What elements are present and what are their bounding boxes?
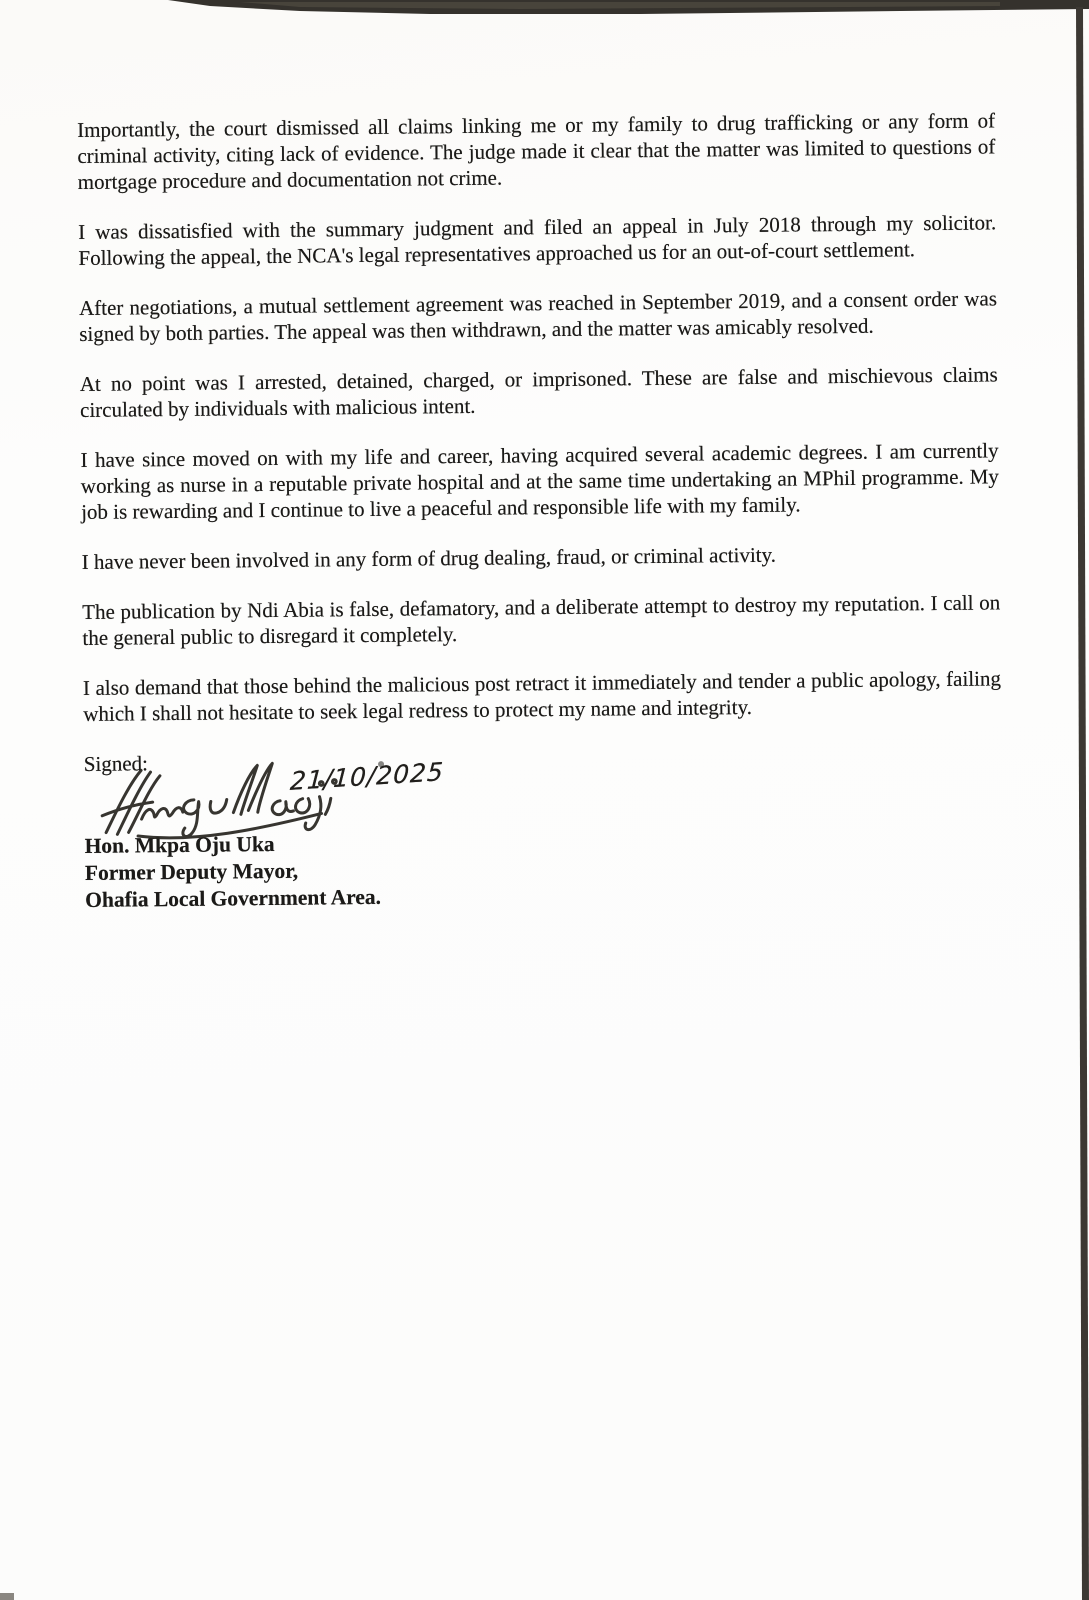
letter-paragraph-3: After negotiations, a mutual settlement agreement was reached in September 2019, and a consent order was signed by both parties. The appeal was then withdrawn, and the matter was amicably resolved. (78, 286, 998, 346)
letter-paragraph-2: I was dissatisfied with the summary judgment and filed an appeal in July 2018 through my solicitor. Following the appeal, the NCA's legal representatives approached us for an out-of-court settlement. (78, 210, 997, 270)
letter-paragraph-1: Importantly, the court dismissed all claims linking me or my family to drug trafficking or any form of criminal activity, citing lack of evidence. The judge made it clear that the matter was limited to questions of mortgage procedure and documentation not crime. (77, 108, 996, 194)
letter-paragraph-5: I have since moved on with my life and career, having acquired several academic degrees. I am currently working as nurse in a reputable private hospital and at the same time undertaking an MPhil programme. My job is rewarding and I continue to live a peaceful and responsible life with my family. (80, 438, 999, 524)
signatory-organization: Ohafia Local Government Area. (85, 884, 382, 912)
signature-area (84, 741, 1003, 831)
letter-paragraph-6: I have never been involved in any form of drug dealing, fraud, or criminal activity. (81, 542, 777, 574)
letter-body (77, 107, 1003, 914)
signatory-name: Hon. Mkpa Oju Uka (84, 831, 275, 858)
signature-date: 21/10/2025 (289, 757, 445, 796)
signatory-title: Former Deputy Mayor, (84, 858, 299, 885)
letter-paragraph-8: I also demand that those behind the malicious post retract it immediately and tender a public apology, failing which I shall not hesitate to seek legal redress to protect my name and integrity. (82, 666, 1002, 726)
scan-speck-bottom-left (0, 1593, 14, 1600)
scan-edge-top-texture (240, 2, 1000, 9)
signed-label: Signed: (83, 751, 149, 776)
scan-edge-top (168, 0, 1089, 14)
letter-paragraph-7: The publication by Ndi Abia is false, defamatory, and a deliberate attempt to destroy my reputation. I call on the general public to disregard it completely. (82, 590, 1001, 650)
scan-edge-right (1076, 7, 1089, 1600)
letter-paragraph-4: At no point was I arrested, detained, charged, or imprisoned. These are false and mischievous claims circulated by individuals with malicious intent. (79, 362, 998, 422)
